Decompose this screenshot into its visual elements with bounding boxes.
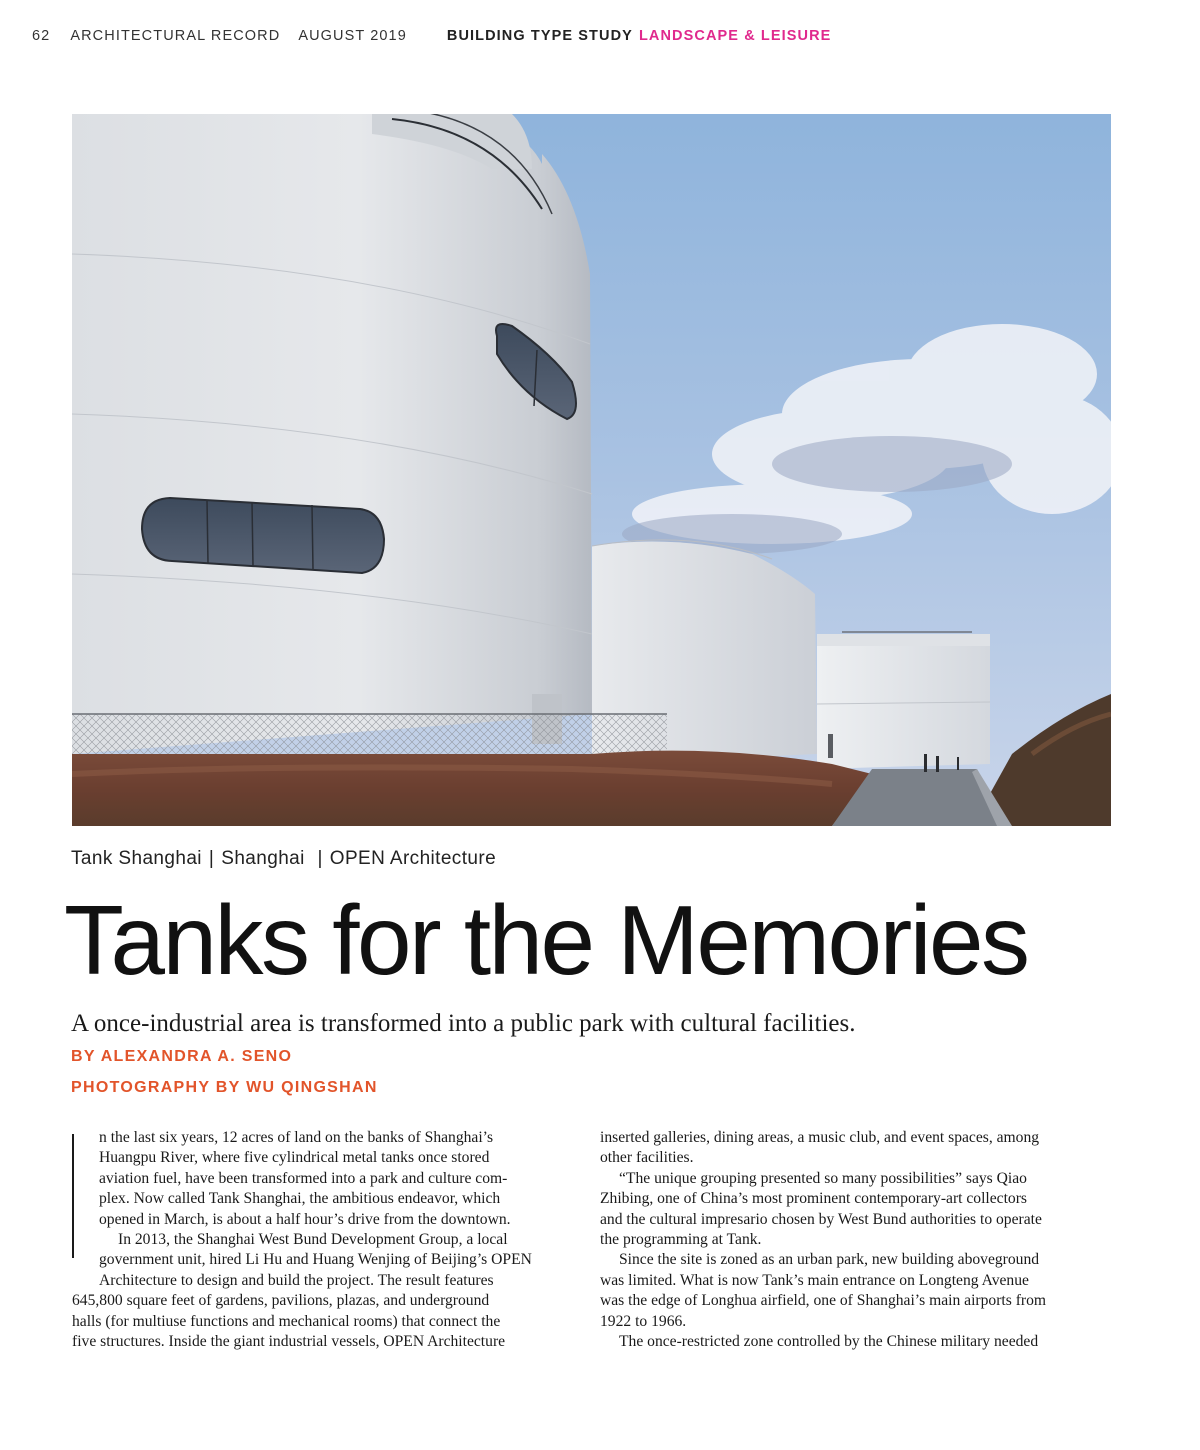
body-line: government unit, hired Li Hu and Huang Wenjing of Beijing’s OPEN bbox=[99, 1251, 532, 1269]
body-line: aviation fuel, have been transformed into a park and culture com- bbox=[99, 1169, 508, 1187]
body-paragraph bbox=[72, 1230, 577, 1352]
body-line: other facilities. bbox=[600, 1149, 694, 1167]
body-paragraph bbox=[600, 1250, 1112, 1332]
body-line: and the cultural impresario chosen by West Bund authorities to operate bbox=[600, 1210, 1042, 1228]
photo-credit: PHOTOGRAPHY BY WU QINGSHAN bbox=[71, 1079, 378, 1096]
body-paragraph bbox=[600, 1169, 1112, 1251]
project-name: Tank Shanghai bbox=[71, 848, 202, 869]
body-line: five structures. Inside the giant industrial vessels, OPEN Architecture bbox=[72, 1333, 506, 1351]
magazine-title: ARCHITECTURAL RECORD bbox=[70, 28, 281, 44]
body-line: Since the site is zoned as an urban park, new building aboveground bbox=[619, 1251, 1040, 1269]
page-number: 62 bbox=[32, 28, 51, 44]
body-line: inserted galleries, dining areas, a music club, and event spaces, among bbox=[600, 1129, 1040, 1146]
body-line: halls (for multiuse functions and mechanical rooms) that connect the bbox=[72, 1312, 501, 1330]
section-label: BUILDING TYPE STUDY bbox=[446, 28, 633, 44]
body-line: The once-restricted zone controlled by the Chinese military needed bbox=[619, 1333, 1039, 1351]
project-location: Shanghai bbox=[221, 848, 305, 869]
body-line: Zhibing, one of China’s most prominent contemporary-art collectors bbox=[600, 1190, 1027, 1208]
subsection-label: LANDSCAPE & LEISURE bbox=[638, 28, 832, 44]
body-paragraph bbox=[72, 1128, 577, 1230]
body-paragraph bbox=[600, 1128, 1112, 1169]
body-paragraph bbox=[600, 1332, 1112, 1352]
body-line: plex. Now called Tank Shanghai, the ambitious endeavor, which bbox=[99, 1190, 501, 1208]
article-headline: Tanks for the Memories bbox=[64, 885, 1028, 995]
issue-date: AUGUST 2019 bbox=[298, 28, 407, 44]
hero-photo bbox=[72, 114, 1111, 826]
body-line: was the edge of Longhua airfield, one of Shanghai’s main airports from bbox=[600, 1292, 1047, 1310]
body-line: 645,800 square feet of gardens, pavilions, plazas, and underground bbox=[72, 1292, 490, 1310]
author-byline: BY ALEXANDRA A. SENO bbox=[71, 1048, 293, 1065]
drop-cap bbox=[72, 1134, 74, 1258]
body-line: In 2013, the Shanghai West Bund Development Group, a local bbox=[118, 1231, 508, 1249]
project-architect: OPEN Architecture bbox=[329, 848, 497, 869]
running-header bbox=[32, 26, 831, 46]
body-line: opened in March, is about a half hour’s drive from the downtown. bbox=[99, 1210, 511, 1228]
body-column-left bbox=[72, 1128, 577, 1352]
body-column-right bbox=[600, 1128, 1112, 1352]
article-dek: A once-industrial area is transformed into a public park with cultural facilities. bbox=[71, 1010, 856, 1037]
project-credit bbox=[71, 848, 496, 870]
body-line: 1922 to 1966. bbox=[600, 1312, 687, 1330]
body-line: was limited. What is now Tank’s main entrance on Longteng Avenue bbox=[600, 1271, 1029, 1289]
credit-separator: | bbox=[208, 848, 215, 869]
credit-separator: | bbox=[317, 848, 323, 869]
body-line: n the last six years, 12 acres of land on the banks of Shanghai’s bbox=[99, 1129, 494, 1146]
body-line: the programming at Tank. bbox=[600, 1231, 762, 1249]
body-line: Huangpu River, where five cylindrical metal tanks once stored bbox=[99, 1149, 490, 1167]
body-line: Architecture to design and build the project. The result features bbox=[99, 1271, 494, 1289]
body-line: “The unique grouping presented so many possibilities” says Qiao bbox=[619, 1169, 1027, 1187]
